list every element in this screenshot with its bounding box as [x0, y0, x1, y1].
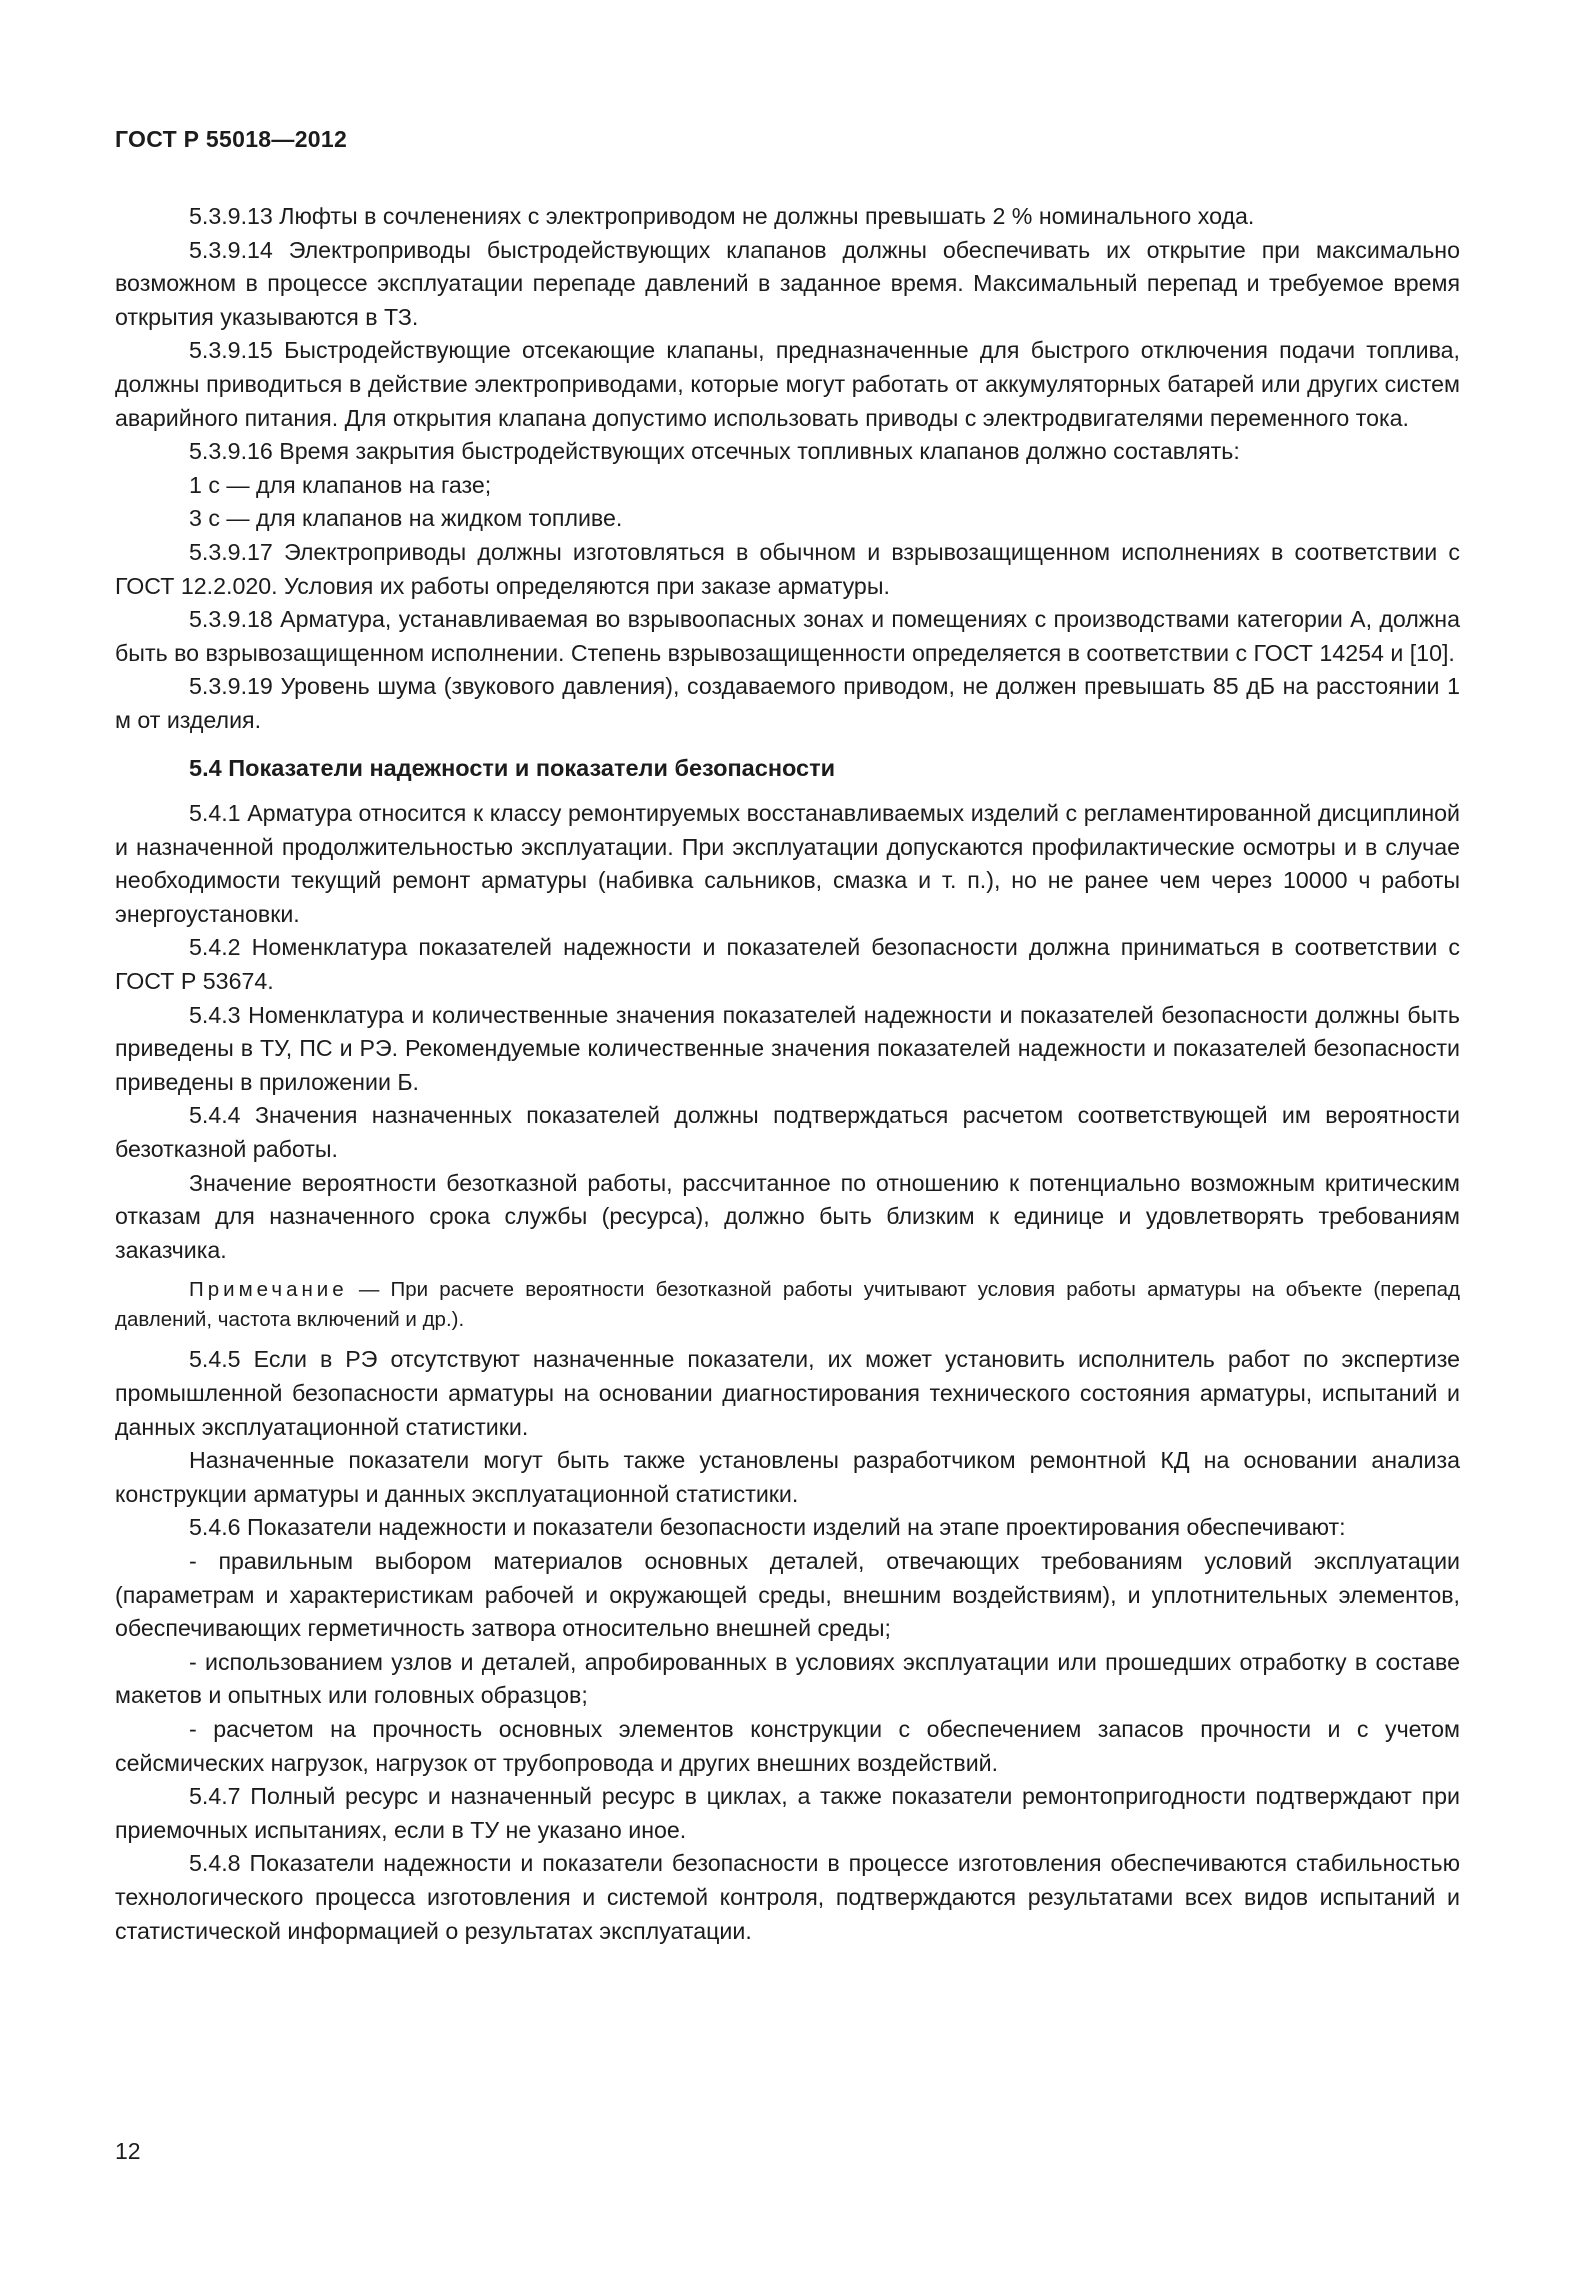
list-item-materials: - правильным выбором материалов основных деталей, отвечающих требованиям условий эксплуатации (параметрам и характеристикам рабочей и окружающей среды, внешним воздействиям), и уплотнительных элементов, обеспечивающих герметичность затвора относительно внешней среды;	[115, 1547, 1460, 1642]
clause-5-3-9-13: 5.3.9.13 Люфты в сочленениях с электроприводом не должны превышать 2 % номинального хода.	[189, 203, 1255, 229]
list-item-gas: 1 с — для клапанов на газе;	[189, 471, 492, 498]
clause-5-3-9-16: 5.3.9.16 Время закрытия быстродействующих отсечных топливных клапанов должно составлять:	[189, 438, 1240, 465]
clause-5-3-9-18: 5.3.9.18 Арматура, устанавливаемая во взрывоопасных зонах и помещениях с производствами категории А, должна быть во взрывозащищенном исполнении. Степень взрывозащищенности определяется в соответствии с ГОСТ 14254 и [10].	[115, 606, 1460, 666]
list-item-strength: - расчетом на прочность основных элементов конструкции с обеспечением запасов прочности и с учетом сейсмических нагрузок, нагрузок от трубопровода и других внешних воздействий.	[115, 1715, 1460, 1776]
document-body	[115, 200, 1460, 1948]
list-item-components: - использованием узлов и деталей, апробированных в условиях эксплуатации или прошедших отработку в составе макетов и опытных или головных образцов;	[115, 1648, 1460, 1709]
note-text: — При расчете вероятности безотказной работы учитывают условия работы арматуры на объекте (перепад давлений, частота включений и др.).	[115, 1278, 1460, 1332]
clause-5-4-4: 5.4.4 Значения назначенных показателей должны подтверждаться расчетом соответствующей им вероятности безотказной работы.	[115, 1102, 1460, 1163]
clause-5-4-4-continued: Значение вероятности безотказной работы, рассчитанное по отношению к потенциально возможным критическим отказам для назначенного срока службы (ресурса), должно быть близким к единице и удовлетворять требованиям заказчика.	[115, 1169, 1460, 1263]
clause-5-4-5-continued: Назначенные показатели могут быть также установлены разработчиком ремонтной КД на основании анализа конструкции арматуры и данных эксплуатационной статистики.	[115, 1447, 1460, 1507]
clause-5-4-7: 5.4.7 Полный ресурс и назначенный ресурс в циклах, а также показатели ремонтопригодности подтверждают при приемочных испытаниях, если в ТУ не указано иное.	[115, 1783, 1460, 1843]
clause-5-3-9-15: 5.3.9.15 Быстродействующие отсекающие клапаны, предназначенные для быстрого отключения подачи топлива, должны приводиться в действие электроприводами, которые могут работать от аккумуляторных батарей или других систем аварийного питания. Для открытия клапана допустимо использовать приводы с электродвигателями переменного тока.	[115, 337, 1460, 431]
clause-5-4-6: 5.4.6 Показатели надежности и показатели безопасности изделий на этапе проектирования обеспечивают:	[189, 1514, 1346, 1541]
list-item-liquid-fuel: 3 с — для клапанов на жидком топливе.	[189, 505, 623, 532]
clause-5-4-1: 5.4.1 Арматура относится к классу ремонтируемых восстанавливаемых изделий с регламентированной дисциплиной и назначенной продолжительностью эксплуатации. При эксплуатации допускаются профилактические осмотры и в случае необходимости текущий ремонт арматуры (набивка сальников, смазка и т. п.), но не ранее чем через 10000 ч работы энергоустановки.	[115, 800, 1460, 927]
page-number: 12	[115, 2138, 141, 2164]
document-header: ГОСТ Р 55018—2012	[115, 126, 348, 152]
note-label: Примечание	[189, 1278, 348, 1302]
clause-5-4-3: 5.4.3 Номенклатура и количественные значения показателей надежности и показателей безопасности должны быть приведены в ТУ, ПС и РЭ. Рекомендуемые количественные значения показателей надежности и показателей безопасности приведены в приложении Б.	[115, 1001, 1460, 1095]
clause-5-4-5: 5.4.5 Если в РЭ отсутствуют назначенные показатели, их может установить исполнитель работ по экспертизе промышленной безопасности арматуры на основании диагностирования технического состояния арматуры, испытаний и данных эксплуатационной статистики.	[115, 1346, 1460, 1440]
section-heading-5-4: 5.4 Показатели надежности и показатели безопасности	[189, 754, 836, 781]
clause-5-4-2: 5.4.2 Номенклатура показателей надежности и показателей безопасности должна приниматься в соответствии с ГОСТ Р 53674.	[115, 934, 1460, 995]
clause-5-4-8: 5.4.8 Показатели надежности и показатели безопасности в процессе изготовления обеспечиваются стабильностью технологического процесса изготовления и системой контроля, подтверждаются результатами всех видов испытаний и статистической информацией о результатах эксплуатации.	[115, 1850, 1460, 1944]
clause-5-3-9-17: 5.3.9.17 Электроприводы должны изготовляться в обычном и взрывозащищенном исполнениях в соответствии с ГОСТ 12.2.020. Условия их работы определяются при заказе арматуры.	[115, 538, 1460, 599]
note	[115, 1275, 1460, 1335]
clause-5-3-9-19: 5.3.9.19 Уровень шума (звукового давления), создаваемого приводом, не должен превышать 85 дБ на расстоянии 1 м от изделия.	[115, 673, 1460, 733]
clause-5-3-9-14: 5.3.9.14 Электроприводы быстродействующих клапанов должны обеспечивать их открытие при максимально возможном в процессе эксплуатации перепаде давлений в заданное время. Максимальный перепад и требуемое время открытия указываются в ТЗ.	[115, 236, 1460, 330]
